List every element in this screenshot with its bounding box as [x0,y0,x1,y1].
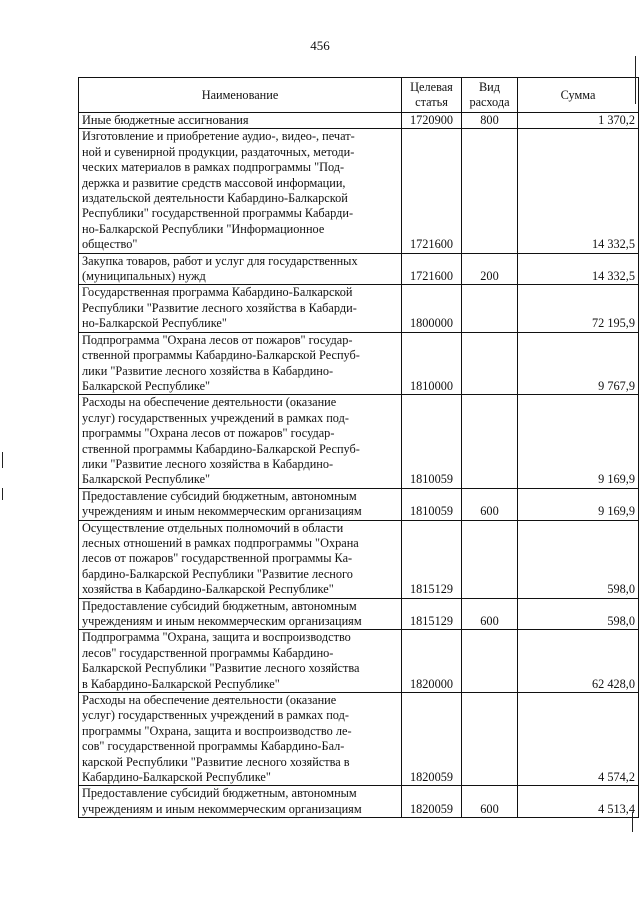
table-row [79,630,639,693]
row-sum: 1 370,2 [518,113,639,129]
row-name-line: учреждениям и иным некоммерческим организациям [82,801,362,816]
row-name-line: ной и сувенирной продукции, раздаточных, методи- [82,144,355,159]
row-name-line: держка и развитие средств массовой информации, [82,175,346,190]
margin-mark-right-bottom [632,812,633,832]
row-sum: 14 332,5 [518,129,639,253]
table-row [79,598,639,630]
row-name-line: Республики" государственной программы Кабарди- [82,206,354,221]
table-row [79,113,639,129]
row-target-article: 1810000 [402,332,462,395]
row-name-line: Осуществление отдельных полномочий в области [82,520,344,535]
row-name-line: Подпрограмма "Охрана, защита и воспроизводство [82,630,351,645]
row-name-line: лики "Развитие лесного хозяйства в Кабардино- [82,363,334,378]
row-expense-type [462,693,518,786]
row-name-line: Изготовление и приобретение аудио-, видео-, печат- [82,129,355,144]
header-sum: Сумма [518,78,639,113]
row-name [79,113,402,129]
table-header-row [79,78,639,113]
row-name-line: Республики "Развитие лесного хозяйства в Кабарди- [82,300,357,315]
row-name-line: Государственная программа Кабардино-Балкарской [82,285,353,300]
row-sum: 9 169,9 [518,395,639,488]
row-name [79,395,402,488]
row-target-article: 1820059 [402,693,462,786]
row-name-line: программы "Охрана, защита и воспроизводство ле- [82,723,352,738]
row-sum: 4 513,4 [518,786,639,818]
row-name [79,332,402,395]
row-name-line: Предоставление субсидий бюджетным, автономным [82,786,357,801]
row-name-line: Закупка товаров, работ и услуг для государственных [82,253,358,268]
row-target-article: 1800000 [402,285,462,332]
row-expense-type: 600 [462,598,518,630]
row-name-line: (муниципальных) нужд [82,269,206,284]
row-name-line: услуг) государственных учреждений в рамках под- [82,708,349,723]
row-expense-type: 600 [462,786,518,818]
margin-mark-right-top [635,56,636,104]
page-number: 456 [310,38,330,53]
row-name [79,598,402,630]
header-name: Наименование [79,78,402,113]
row-target-article: 1810059 [402,488,462,520]
row-name [79,285,402,332]
row-name-line: Предоставление субсидий бюджетным, автономным [82,488,357,503]
row-name-line: Предоставление субсидий бюджетным, автономным [82,598,357,613]
row-name-line: учреждениям и иным некоммерческим организациям [82,614,362,628]
row-name-line: Расходы на обеспечение деятельности (оказание [82,693,337,708]
row-name-line: бардино-Балкарской Республики "Развитие лесного [82,566,353,581]
row-name-line: программы "Охрана лесов от пожаров" государ- [82,426,335,441]
row-name-line: общество" [82,237,138,252]
row-name-line: Балкарской Республике" [82,378,211,393]
row-name-line: лесов от пожаров" государственной программы Ка- [82,551,353,566]
row-target-article: 1815129 [402,598,462,630]
row-sum: 598,0 [518,598,639,630]
row-name-line: учреждениям и иным некоммерческим организациям [82,504,362,519]
row-name [79,488,402,520]
row-name-line: но-Балкарской Республики "Информационное [82,221,325,236]
row-name-line: но-Балкарской Республике" [82,316,227,331]
row-target-article: 1721600 [402,129,462,253]
budget-table [78,77,639,818]
row-name [79,253,402,285]
row-name [79,786,402,818]
row-name [79,693,402,786]
header-type: Вид расхода [462,78,518,113]
row-name-line: Иные бюджетные ассигнования [82,113,249,127]
row-sum: 62 428,0 [518,630,639,693]
row-name [79,520,402,598]
row-expense-type [462,395,518,488]
row-expense-type [462,285,518,332]
row-name-line: в Кабардино-Балкарской Республике" [82,676,280,691]
table-row [79,253,639,285]
row-name-line: ственной программы Кабардино-Балкарской Респуб- [82,348,360,363]
row-name-line: ческих материалов в рамках подпрограммы "Под- [82,160,345,175]
row-expense-type: 200 [462,253,518,285]
table-row [79,488,639,520]
row-target-article: 1721600 [402,253,462,285]
row-expense-type [462,332,518,395]
row-name-line: Балкарской Республике" [82,472,211,487]
row-name-line: услуг) государственных учреждений в рамках под- [82,410,349,425]
row-target-article: 1820000 [402,630,462,693]
table-row [79,285,639,332]
row-name-line: лики "Развитие лесного хозяйства в Кабардино- [82,456,334,471]
row-name-line: карской Республики "Развитие лесного хозяйства в [82,754,350,769]
table-row [79,693,639,786]
row-expense-type [462,520,518,598]
row-name [79,129,402,253]
row-expense-type: 800 [462,113,518,129]
row-name-line: Подпрограмма "Охрана лесов от пожаров" государ- [82,332,353,347]
table-row [79,520,639,598]
table-body [79,113,639,818]
table-row [79,395,639,488]
row-name-line: ственной программы Кабардино-Балкарской Респуб- [82,441,360,456]
row-name-line: Расходы на обеспечение деятельности (оказание [82,395,337,410]
row-name-line: хозяйства в Кабардино-Балкарской Республике" [82,582,334,597]
row-name-line: Балкарской Республики "Развитие лесного хозяйства [82,661,360,676]
header-article: Целевая статья [402,78,462,113]
row-name [79,630,402,693]
row-sum: 9 169,9 [518,488,639,520]
row-sum: 14 332,5 [518,253,639,285]
row-sum: 72 195,9 [518,285,639,332]
row-name-line: лесов" государственной программы Кабардино- [82,645,334,660]
row-name-line: издательской деятельности Кабардино-Балкарской [82,191,348,206]
row-expense-type [462,630,518,693]
table-row [79,129,639,253]
margin-mark-left-upper [2,452,3,468]
row-target-article: 1820059 [402,786,462,818]
row-name-line: лесных отношений в рамках подпрограммы "Охрана [82,535,359,550]
row-sum: 4 574,2 [518,693,639,786]
row-name-line: Кабардино-Балкарской Республике" [82,770,271,785]
row-expense-type: 600 [462,488,518,520]
row-expense-type [462,129,518,253]
row-sum: 598,0 [518,520,639,598]
row-sum: 9 767,9 [518,332,639,395]
table-row [79,786,639,818]
row-target-article: 1815129 [402,520,462,598]
table-row [79,332,639,395]
margin-mark-left-lower [2,488,3,500]
row-target-article: 1810059 [402,395,462,488]
row-target-article: 1720900 [402,113,462,129]
row-name-line: сов" государственной программы Кабардино-Бал- [82,739,345,754]
